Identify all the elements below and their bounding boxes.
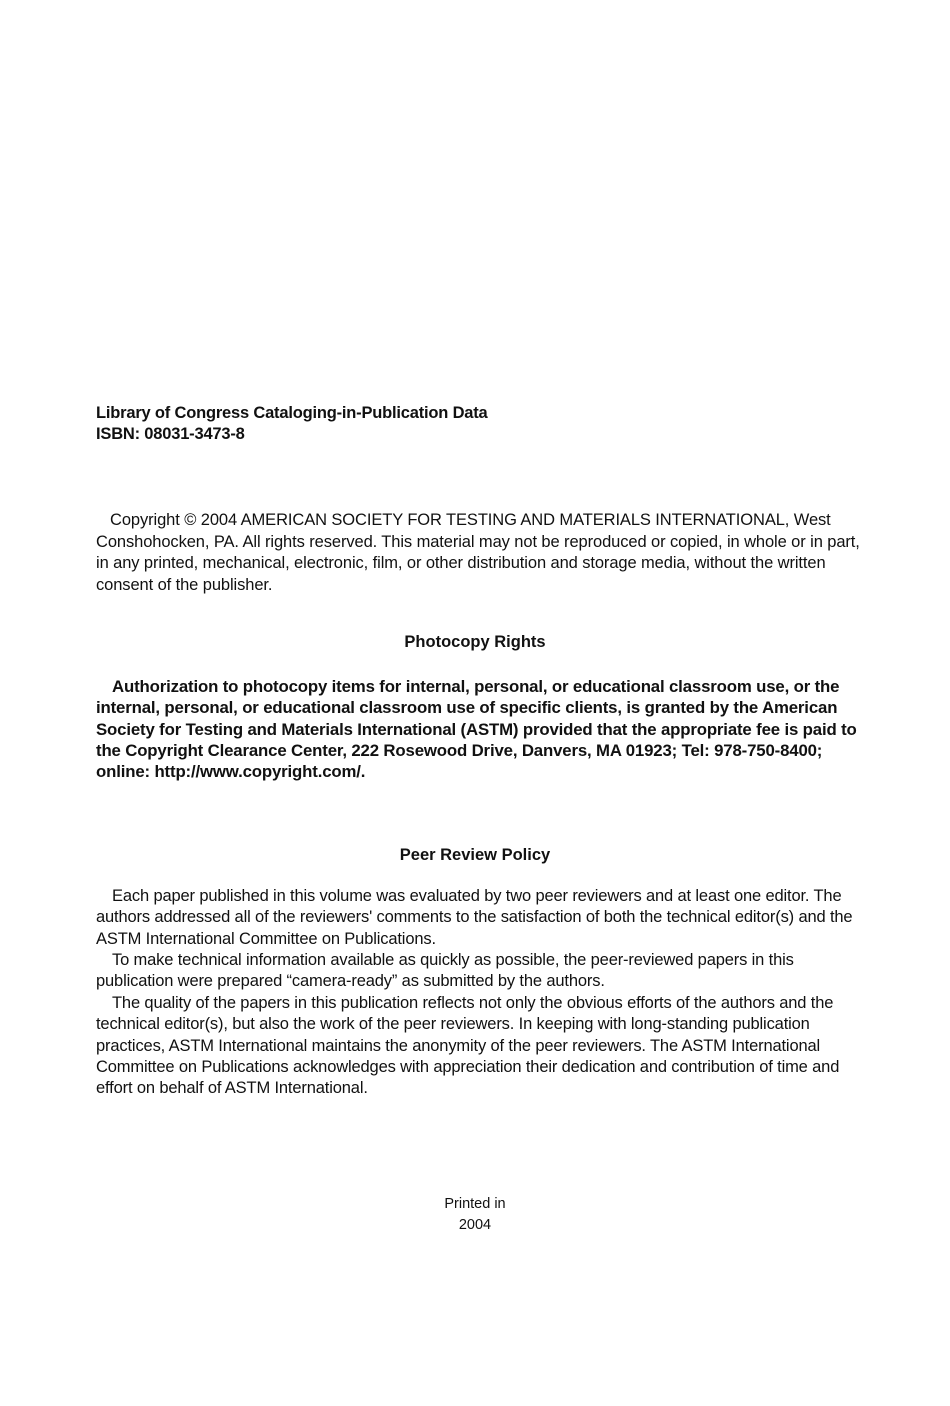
cip-block: [96, 403, 860, 445]
peer-review-paragraph-2: To make technical information available as quickly as possible, the peer-reviewed papers in this publication were prepared “camera-ready” as submitted by the authors.: [96, 951, 794, 991]
printed-year: 2004: [458, 1217, 492, 1233]
peer-review-paragraph-1: Each paper published in this volume was evaluated by two peer reviewers and at least one editor. The authors addressed all of the reviewers' comments to the satisfaction of both the technical editor(s) and the ASTM International Committee on Publications.: [96, 887, 853, 948]
copyright-notice: Copyright © 2004 AMERICAN SOCIETY FOR TESTING AND MATERIALS INTERNATIONAL, West Conshohocken, PA. All rights reserved. This material may not be reproduced or copied, in whole or in part, in any printed, mechanical, electronic, film, or other distribution and storage media, without the written consent of the publisher.: [96, 511, 860, 594]
printed-in-label: Printed in: [444, 1196, 506, 1212]
photocopy-rights-heading: Photocopy Rights: [404, 633, 546, 651]
peer-review-paragraph-3: The quality of the papers in this publication reflects not only the obvious efforts of the authors and the technical editor(s), but also the work of the peer reviewers. In keeping with long-standing publication practices, ASTM International maintains the anonymity of the peer reviewers. The ASTM International Committee on Publications acknowledges with appreciation their dedication and contribution of time and effort on behalf of ASTM International.: [96, 994, 840, 1098]
photocopy-rights-text: Authorization to photocopy items for internal, personal, or educational classroom use, or the internal, personal, or educational classroom use of specific clients, is granted by the American Society for Testing and Materials International (ASTM) provided that the appropriate fee is paid to the Copyright Clearance Center, 222 Rosewood Drive, Danvers, MA 01923; Tel: 978-750-8400; online: http://www.copyright.com/.: [96, 677, 857, 782]
isbn: ISBN: 08031-3473-8: [96, 425, 245, 443]
cip-title: Library of Congress Cataloging-in-Publication Data: [96, 404, 488, 422]
peer-review-heading: Peer Review Policy: [399, 846, 551, 864]
